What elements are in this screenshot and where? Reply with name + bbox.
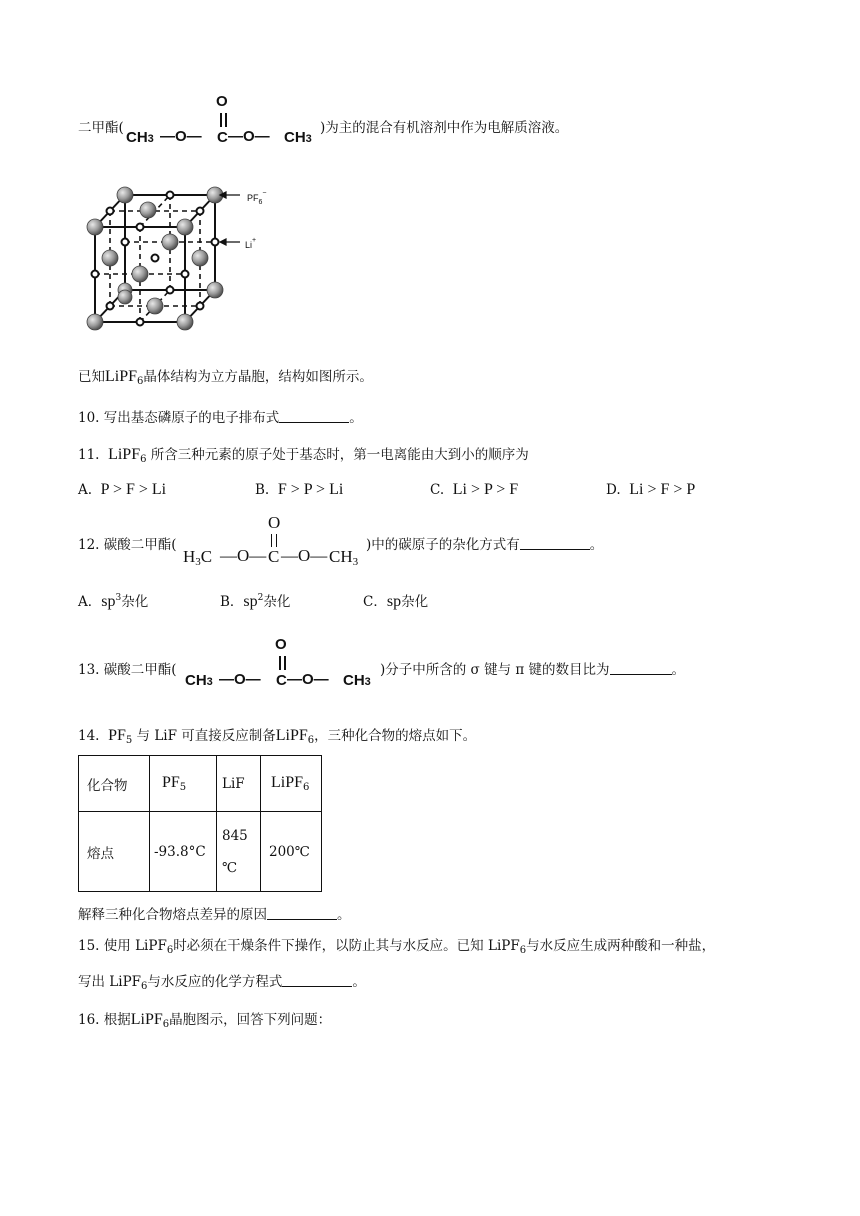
question-10: 10. 写出基态磷原子的电子排布式 。 xyxy=(78,410,363,426)
ch3-right: CH3 xyxy=(284,129,312,146)
dimethyl-carbonate-structure-2: O $H_3C$ —O— C —O— $CH_3$ xyxy=(183,513,359,568)
question-14: 14. $PF_5$ 与 LiF 可直接反应制备LiPF$_6$，三种化合物的熔点如下。 xyxy=(78,727,477,746)
known-line: 已知LiPF$_6$晶体结构为立方晶胞，结构如图所示。 xyxy=(78,368,373,387)
intro-suffix: )为主的混合有机溶剂中作为电解质溶液。 xyxy=(320,120,569,136)
table-header-lipf6: LiPF$_6$ xyxy=(261,756,322,812)
melting-point-table xyxy=(78,755,322,892)
option-11-b[interactable]: B. F > P > Li xyxy=(255,481,344,498)
carbonyl-o: O xyxy=(216,93,228,110)
table-header-lif: LiF xyxy=(217,756,261,812)
option-12-a[interactable]: A．$sp^3$杂化 xyxy=(78,593,149,610)
pf6-label: $PF_6^-$ xyxy=(247,190,267,206)
question-11: 11. LiPF$_6$ 所含三种元素的原子处于基态时，第一电离能由大到小的顺序为 xyxy=(78,446,529,465)
table-header-pf5: $PF_5$ xyxy=(150,756,217,812)
question-13: 13. 碳酸二甲酯( xyxy=(78,662,177,678)
intro-prefix: 二甲酯( xyxy=(78,120,124,136)
li-label: Li+ xyxy=(245,237,257,250)
option-11-a[interactable]: A. P > F > Li xyxy=(78,481,167,498)
answer-blank-13[interactable] xyxy=(610,662,672,675)
dimethyl-carbonate-structure-3: O CH3 —O— C —O— CH3 xyxy=(185,636,371,689)
dimethyl-carbonate-structure-1: O CH3 —O— C —O— CH3 xyxy=(126,93,312,146)
question-15-line-1: 15. 使用 LiPF$_6$时必须在干燥条件下操作，以防止其与水反应。已知 LiPF$_6$与水反应生成两种酸和一种盐， xyxy=(78,938,716,956)
question-15-line-2: 写出 LiPF$_6$与水反应的化学方程式 。 xyxy=(78,974,366,992)
intro-line xyxy=(78,116,124,136)
answer-blank-15[interactable] xyxy=(282,974,352,987)
table-cell-pf5-mp: -93.8°C xyxy=(150,812,217,892)
ch3-left: CH3 xyxy=(126,129,154,146)
double-bond-line-b xyxy=(225,113,227,127)
answer-blank-12[interactable] xyxy=(520,537,590,550)
table-row-melting-point-label: 熔点 xyxy=(79,812,150,892)
answer-blank-10[interactable] xyxy=(279,410,349,423)
option-12-b[interactable]: B．$sp^2$杂化 xyxy=(220,593,291,610)
table-header-compound: 化合物 xyxy=(79,756,150,812)
question-12: 12. 碳酸二甲酯( xyxy=(78,537,177,553)
carbon-center: C xyxy=(217,129,228,146)
question-14-explain: 解释三种化合物熔点差异的原因 。 xyxy=(78,907,351,923)
question-13-suffix: )分子中所含的 σ 键与 π 键的数目比为 。 xyxy=(380,662,686,678)
answer-blank-14[interactable] xyxy=(267,907,337,920)
table-cell-lipf6-mp: 200℃ xyxy=(261,812,322,892)
double-bond-line-a xyxy=(220,113,222,127)
question-12-suffix: )中的碳原子的杂化方式有 。 xyxy=(366,537,604,553)
table-cell-lif-mp: 845 ℃ xyxy=(217,812,261,892)
option-11-d[interactable]: D. Li > F > P xyxy=(606,481,696,498)
question-16: 16. 根据LiPF$_6$晶胞图示，回答下列问题： xyxy=(78,1011,332,1030)
option-12-c[interactable]: C．sp杂化 xyxy=(363,593,429,610)
option-11-c[interactable]: C. Li > P > F xyxy=(430,481,519,498)
